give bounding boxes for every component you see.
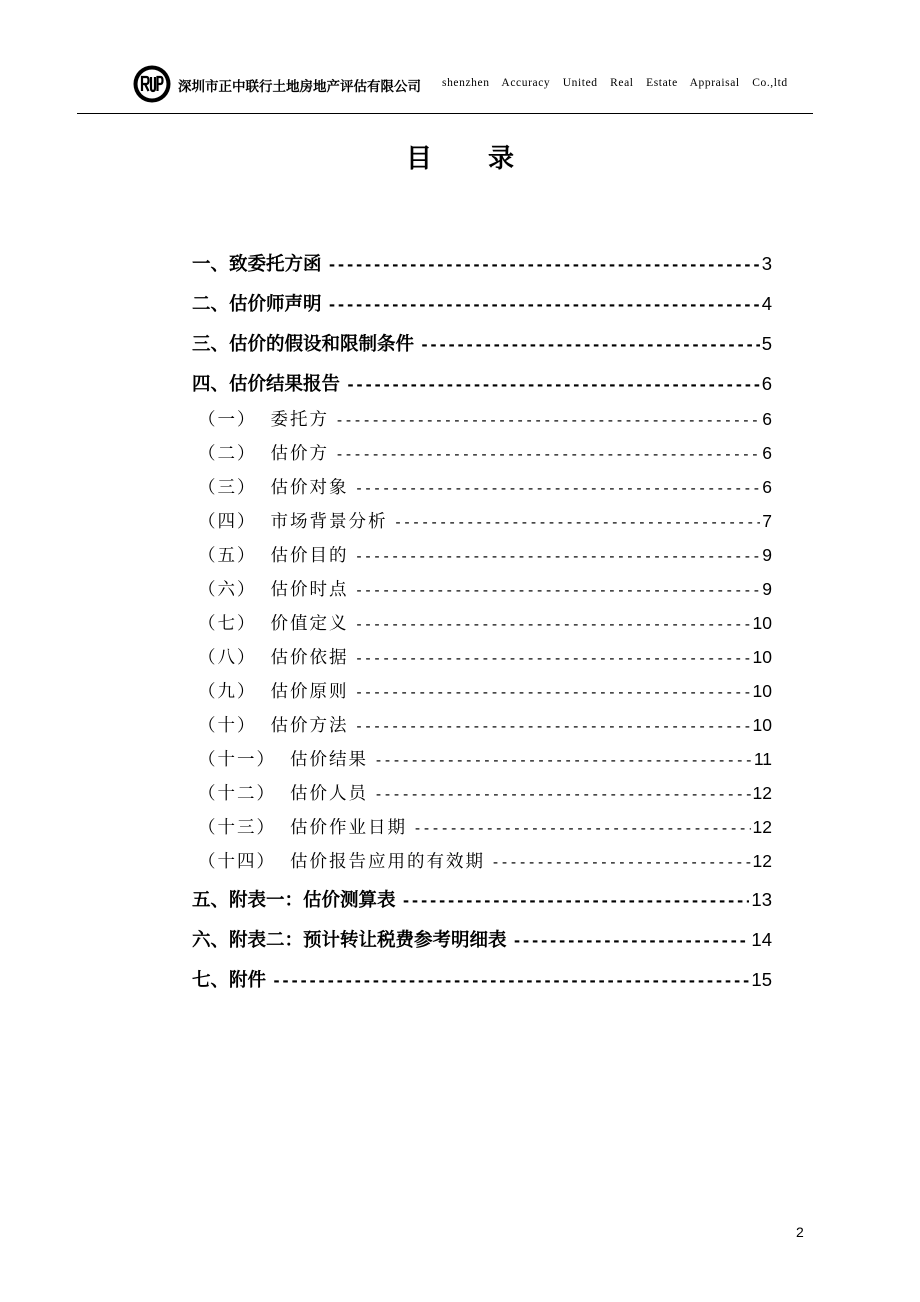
toc-entry[interactable] bbox=[198, 508, 772, 533]
toc-entry-page: 11 bbox=[753, 749, 772, 769]
toc-title: 目录 bbox=[405, 144, 570, 174]
toc-leader bbox=[335, 411, 760, 429]
toc-entry-number: （十） bbox=[198, 716, 257, 736]
toc-leader bbox=[374, 785, 751, 803]
toc-leader bbox=[513, 932, 750, 950]
toc-entry-page: 4 bbox=[761, 293, 772, 314]
toc-entry-page: 9 bbox=[762, 579, 772, 599]
toc-entry-page: 10 bbox=[752, 681, 772, 701]
toc-entry-number: （一） bbox=[198, 410, 257, 430]
toc-entry[interactable] bbox=[192, 290, 772, 316]
toc-leader bbox=[346, 376, 760, 394]
toc-entry-label: 四、估价结果报告 bbox=[192, 374, 341, 395]
toc-entry-label: 估价作业日期 bbox=[290, 818, 407, 838]
toc-entry[interactable] bbox=[198, 576, 772, 601]
toc-leader bbox=[335, 445, 760, 463]
toc-entry-label: 估价方法 bbox=[270, 716, 349, 736]
toc-leader bbox=[394, 513, 761, 531]
toc-entry-label: 估价依据 bbox=[270, 648, 349, 668]
toc-entry-page: 12 bbox=[752, 851, 772, 871]
toc-leader bbox=[272, 972, 749, 990]
toc-leader bbox=[355, 615, 751, 633]
toc-entry-page: 5 bbox=[761, 333, 772, 354]
toc-entry[interactable] bbox=[198, 610, 772, 635]
toc-entry-page: 6 bbox=[761, 373, 772, 394]
toc-entry-number: （十二） bbox=[198, 784, 276, 804]
toc-leader bbox=[374, 751, 752, 769]
toc-entry-label: 估价原则 bbox=[270, 682, 349, 702]
toc-entry[interactable] bbox=[192, 330, 772, 356]
toc-entry-number: （十三） bbox=[198, 818, 276, 838]
toc-entry-page: 7 bbox=[762, 511, 772, 531]
toc-leader bbox=[355, 717, 751, 735]
toc-entry[interactable] bbox=[198, 814, 772, 839]
toc-leader bbox=[491, 853, 751, 871]
toc-entry[interactable] bbox=[198, 474, 772, 499]
toc-entry-label: 七、附件 bbox=[192, 970, 267, 991]
toc-entry-page: 6 bbox=[762, 409, 772, 429]
toc-entry-page: 14 bbox=[751, 929, 772, 950]
toc-entry-number: （八） bbox=[198, 648, 257, 668]
toc-entry-label: 估价人员 bbox=[290, 784, 368, 804]
toc-entry-page: 10 bbox=[752, 647, 772, 667]
toc-entry-number: （二） bbox=[198, 444, 257, 464]
toc-entry-number: （十四） bbox=[198, 852, 276, 872]
toc-entry-label: 估价结果 bbox=[290, 750, 368, 770]
toc-entry-page: 3 bbox=[761, 253, 772, 274]
toc-entry[interactable] bbox=[198, 644, 772, 669]
company-name-chinese: 深圳市正中联行土地房地产评估有限公司 bbox=[178, 79, 421, 95]
toc-leader bbox=[402, 892, 750, 910]
toc-leader bbox=[355, 547, 761, 565]
toc-entry-number: （九） bbox=[198, 682, 257, 702]
toc-leader bbox=[355, 683, 751, 701]
toc-entry-page: 12 bbox=[752, 783, 772, 803]
toc-entry[interactable] bbox=[198, 678, 772, 703]
toc-entry-label: 价值定义 bbox=[270, 614, 349, 634]
toc-entry-label: 市场背景分析 bbox=[270, 512, 388, 532]
toc-entry-label: 六、附表二：预计转让税费参考明细表 bbox=[192, 930, 507, 951]
toc-leader bbox=[355, 479, 761, 497]
toc-entry-page: 6 bbox=[762, 443, 772, 463]
toc-entry-page: 6 bbox=[762, 477, 772, 497]
toc-entry[interactable] bbox=[198, 406, 772, 431]
toc-leader bbox=[355, 581, 761, 599]
toc-entry[interactable] bbox=[192, 926, 772, 952]
toc-entry-number: （六） bbox=[198, 580, 257, 600]
company-name-english: shenzhen Accuracy United Real Estate Appraisal Co.,ltd bbox=[442, 77, 788, 89]
toc-entry[interactable] bbox=[192, 250, 772, 276]
toc-leader bbox=[355, 649, 751, 667]
toc-entry-label: 估价报告应用的有效期 bbox=[290, 852, 485, 872]
toc-entry[interactable] bbox=[192, 370, 772, 396]
toc-entry-label: 二、估价师声明 bbox=[192, 294, 322, 315]
toc-entry-label: 三、估价的假设和限制条件 bbox=[192, 334, 415, 355]
toc-entry-label: 估价对象 bbox=[270, 478, 349, 498]
toc-entry-number: （四） bbox=[198, 512, 257, 532]
toc-entry-number: （五） bbox=[198, 546, 257, 566]
toc-entry-number: （十一） bbox=[198, 750, 276, 770]
toc-entry-number: （七） bbox=[198, 614, 257, 634]
toc-entry[interactable] bbox=[198, 712, 772, 737]
toc-entry-page: 10 bbox=[752, 715, 772, 735]
toc-leader bbox=[328, 256, 760, 274]
toc-entry[interactable] bbox=[198, 542, 772, 567]
toc-entry-label: 五、附表一：估价测算表 bbox=[192, 890, 396, 911]
toc-entry[interactable] bbox=[198, 848, 772, 873]
toc-entry-label: 委托方 bbox=[270, 410, 329, 430]
toc-entry[interactable] bbox=[198, 440, 772, 465]
toc-entry-page: 12 bbox=[752, 817, 772, 837]
toc-entry-label: 估价时点 bbox=[270, 580, 349, 600]
toc-entry-label: 估价方 bbox=[270, 444, 329, 464]
page-number: 2 bbox=[796, 1224, 804, 1240]
toc-entry-label: 估价目的 bbox=[270, 546, 349, 566]
toc-entry[interactable] bbox=[198, 746, 772, 771]
toc-entry-page: 9 bbox=[762, 545, 772, 565]
toc-entry-page: 13 bbox=[751, 889, 772, 910]
toc-entry[interactable] bbox=[192, 886, 772, 912]
toc-leader bbox=[413, 819, 751, 837]
toc-entry[interactable] bbox=[192, 966, 772, 992]
toc-leader bbox=[420, 336, 760, 354]
toc-entry[interactable] bbox=[198, 780, 772, 805]
toc-entry-number: （三） bbox=[198, 478, 257, 498]
toc-entry-page: 10 bbox=[752, 613, 772, 633]
toc-leader bbox=[328, 296, 760, 314]
toc-entry-page: 15 bbox=[751, 969, 772, 990]
toc-entry-label: 一、致委托方函 bbox=[192, 254, 322, 275]
